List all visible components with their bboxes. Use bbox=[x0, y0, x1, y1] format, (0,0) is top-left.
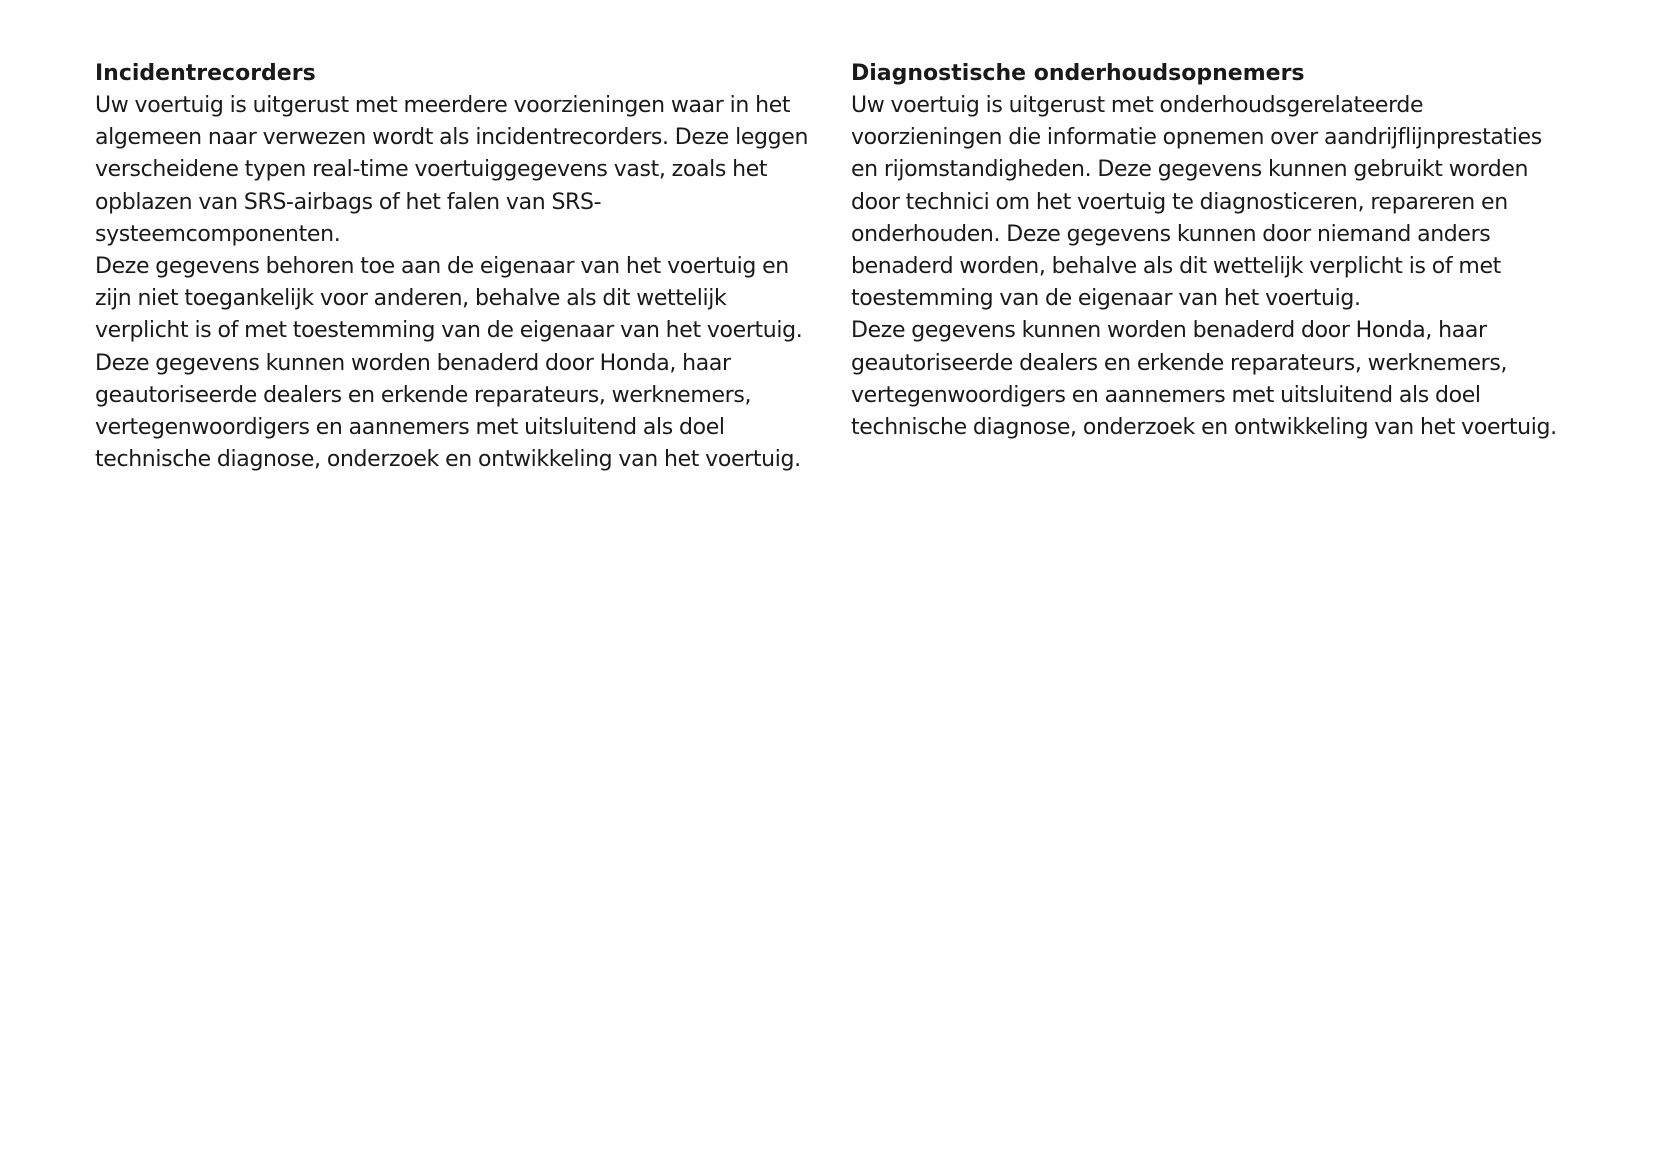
text-line: vertegenwoordigers en aannemers met uitsluitend als doel bbox=[851, 382, 1481, 408]
section-heading: Diagnostische onderhoudsopnemers bbox=[851, 61, 1305, 86]
text-line: benaderd worden, behalve als dit wettelijk verplicht is of met bbox=[851, 254, 1501, 280]
paragraph bbox=[95, 251, 815, 348]
text-line: technische diagnose, onderzoek en ontwikkeling van het voertuig. bbox=[851, 415, 1557, 441]
text-line: verplicht is of met toestemming van de eigenaar van het voertuig. bbox=[95, 318, 803, 344]
text-line: Uw voertuig is uitgerust met meerdere voorzieningen waar in het bbox=[95, 93, 791, 118]
text-line: Deze gegevens behoren toe aan de eigenaar van het voertuig en bbox=[95, 254, 789, 280]
paragraph bbox=[95, 90, 815, 251]
text-line: door technici om het voertuig te diagnosticeren, repareren en bbox=[851, 189, 1508, 215]
section-incidentrecorders bbox=[95, 58, 815, 476]
paragraph bbox=[95, 348, 815, 477]
text-line: onderhouden. Deze gegevens kunnen door niemand anders bbox=[851, 221, 1491, 247]
text-line: vertegenwoordigers en aannemers met uitsluitend als doel bbox=[95, 415, 725, 441]
text-line: technische diagnose, onderzoek en ontwikkeling van het voertuig. bbox=[95, 447, 801, 473]
text-line: opblazen van SRS-airbags of het falen van SRS- bbox=[95, 189, 602, 215]
text-line: en rijomstandigheden. Deze gegevens kunnen gebruikt worden bbox=[851, 157, 1529, 183]
section-diagnostische-onderhoudsopnemers bbox=[851, 58, 1571, 444]
section-heading: Incidentrecorders bbox=[95, 61, 316, 86]
paragraph bbox=[851, 90, 1571, 315]
text-line: Uw voertuig is uitgerust met onderhoudsgerelateerde bbox=[851, 93, 1424, 118]
text-line: Deze gegevens kunnen worden benaderd door Honda, haar bbox=[95, 350, 731, 376]
text-line: toestemming van de eigenaar van het voertuig. bbox=[851, 286, 1361, 312]
text-line: algemeen naar verwezen wordt als incidentrecorders. Deze leggen bbox=[95, 125, 809, 151]
text-line: Deze gegevens kunnen worden benaderd door Honda, haar bbox=[851, 318, 1487, 344]
text-line: geautoriseerde dealers en erkende reparateurs, werknemers, bbox=[851, 350, 1508, 376]
text-line: verscheidene typen real-time voertuiggegevens vast, zoals het bbox=[95, 157, 768, 183]
text-line: zijn niet toegankelijk voor anderen, behalve als dit wettelijk bbox=[95, 286, 727, 312]
paragraph bbox=[851, 315, 1571, 444]
text-line: geautoriseerde dealers en erkende reparateurs, werknemers, bbox=[95, 382, 752, 408]
text-line: voorzieningen die informatie opnemen over aandrijflijnprestaties bbox=[851, 125, 1542, 151]
text-line: systeemcomponenten. bbox=[95, 221, 341, 247]
